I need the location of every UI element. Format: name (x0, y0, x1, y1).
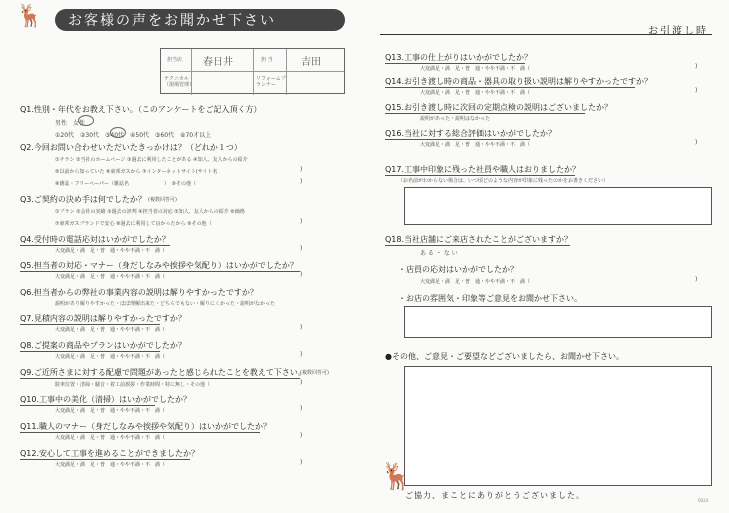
thanks-text: ご協力、まことにありがとうございました。 (405, 491, 585, 500)
q14-question: Q14.お引き渡し時の商品・器具の取り扱い説明は解りやすかったですか？ (385, 77, 653, 86)
form-code: 0024 (698, 498, 709, 503)
divider (191, 72, 192, 95)
q12-question: Q12.安心して工事を進めることができましたか？ (20, 449, 200, 458)
divider (286, 72, 287, 95)
info-row (161, 72, 344, 95)
handover-label: お引渡し時 (648, 26, 708, 37)
rating-scale[interactable]: 大変満足・満 足・普 通・やや不満・不 満（ (55, 274, 166, 280)
rating-scale[interactable]: 大変満足・満 足・普 通・やや不満・不 満（ (420, 279, 531, 285)
page-title: お客様の声をお聞かせ下さい (68, 13, 276, 29)
q18-question: Q18.当社店舗にご来店されたことがございますか？ (385, 235, 573, 244)
q2-options[interactable]: ⑧雑誌・フリーペーパー（雑誌名 ） ⑨その他（ (55, 181, 197, 187)
divider (286, 49, 287, 71)
rating-scale[interactable]: 大変満足・満 足・普 通・やや不満・不 満（ (420, 66, 531, 72)
q18b-answer-box[interactable] (404, 306, 712, 338)
store-label: 担当店 (167, 57, 183, 63)
q9-question: Q9.ご近所さまに対する配慮で問題があったと感じられたことを教えて下さい。 (20, 368, 306, 377)
q18-options[interactable]: あ る ・ な い (420, 250, 458, 257)
technical-label: テクニカル（現場管理） (164, 76, 195, 88)
q2-options[interactable]: ①チラシ ②当社のホームページ ③過去に利用したことがある ④知人、友人からの紹介 (55, 157, 248, 163)
answer-circle (110, 127, 126, 138)
rating-scale[interactable]: 大変満足・満 足・普 通・やや不満・不 満（ (420, 90, 531, 96)
rating-scale[interactable]: 大変満足・満 足・普 通・やや不満・不 満（ (55, 248, 166, 254)
q10-question: Q10.工事中の美化（清掃）はいかがでしたか？ (20, 395, 192, 404)
q16-question: Q16.当社に対する総合評価はいかがでしたか？ (385, 129, 557, 138)
q9-note: (複数回答可) (300, 370, 329, 376)
rating-scale[interactable]: 大変満足・満 足・普 通・やや不満・不 満（ (55, 435, 166, 441)
q13-question: Q13.工事の仕上がりはいかがでしたか？ (385, 53, 533, 62)
q7-question: Q7.見積内容の説明は解りやすかったですか？ (20, 314, 186, 323)
info-row (161, 49, 344, 72)
q9-options[interactable]: 駐車位置・清掃・騒音・着工前挨拶・作業時間・特に無し・その他（ (55, 382, 211, 388)
q4-question: Q4.受付時の電話応対はいかがでしたか？ (20, 235, 170, 244)
other-comments-box[interactable] (404, 366, 712, 486)
q3-options[interactable]: ⑦東邦ガスブランドで安心 ⑧過去に利用して良かったから ⑨その他（ (55, 221, 212, 227)
rating-scale[interactable]: 大変満足・満 足・普 通・やや不満・不 満（ (55, 354, 166, 360)
q11-question: Q11.職人のマナー（身だしなみや挨拶や気配り）はいかがでしたか？ (20, 422, 272, 431)
q8-question: Q8.ご提案の商品やプランはいかがでしたか？ (20, 341, 186, 350)
staff-label: 担 当 (261, 57, 273, 63)
divider (253, 49, 254, 71)
q1-gender[interactable]: 男性 女性 (55, 120, 86, 127)
rating-scale[interactable]: 大変満足・満 足・普 通・やや不満・不 満（ (55, 327, 166, 333)
q17-answer-box[interactable] (404, 187, 712, 225)
q15-question: Q15.お引き渡し時に次回の定期点検の説明はございましたか？ (385, 103, 613, 112)
q15-options[interactable]: 説明があった・説明はなかった (420, 116, 490, 122)
q6-question: Q6.担当者からの弊社の事業内容の説明は解りやすかったですか？ (20, 288, 258, 297)
q3-question: Q3.ご契約の決め手は何でしたか？ (20, 195, 146, 204)
divider (380, 34, 712, 35)
answer-circle (78, 115, 94, 126)
rating-scale[interactable]: 大変満足・満 足・普 通・やや不満・不 満（ (420, 142, 531, 148)
deer-icon: 🦌 (16, 4, 44, 29)
q1-question: Q1.性別・年代をお教え下さい。（このアンケートをご記入頂く方） (20, 105, 262, 114)
q17-question: Q17.工事中印象に残った社員や職人はおりましたか？ (385, 165, 581, 174)
q3-options[interactable]: ①プラン ②会社の実績 ③過去の評判 ④担当者の対応 ⑤知人、友人からの紹介 ⑥価格 (55, 209, 245, 215)
q6-options[interactable]: 説明があり解りやすかった・ほぼ理解出来た・どちらでもない・解りにくかった・説明がなかった (55, 301, 275, 307)
q1-ages[interactable]: ①20代 ②30代 ③40代 ④50代 ⑤60代 ⑥70才以上 (55, 132, 212, 139)
divider (253, 72, 254, 95)
store-value: 春日井 (203, 57, 233, 68)
q3-note: (複数回答可) (148, 197, 177, 203)
staff-info-box (160, 48, 345, 94)
q2-question: Q2.今回お問い合わせいただいたきっかけは？（どれか１つ） (20, 143, 242, 152)
q2-options[interactable]: ⑤以前から知っていた ⑥東邦ガスから ⑦インターネットサイト(サイト名 (55, 169, 218, 175)
q17-note: （お名前がわからない場合は、いつ頃どのような内容が印象に残ったのかをお書きください） (398, 178, 609, 184)
q18a-question: ・店員の応対はいかがでしたか？ (398, 265, 518, 274)
other-comments-heading: ●その他、ご意見・ご要望などございましたら、お聞かせ下さい。 (385, 352, 624, 361)
survey-sheet: 🦌 お客様の声をお聞かせ下さい お引渡し時 担当店 春日井 担 当 吉田 テクニカル（現場管理） リフォームプランナー Q1.性別・年代をお教え下さい。（このアンケートをご記入頂く方） 男性 女性 ①20代 ②30代 ③40代 ④50代 ⑤60代 ⑥70才以上 Q2.今回お問い合わせいただいたきっかけは？（どれか１つ） ①チラシ ②当社のホームページ ③過去に利用したことがある ④知人、友人からの紹介 ⑤以前から知っていた ⑥東邦ガスから ⑦インターネットサイト(サイト名 ) ⑧雑誌・フリーペーパー（雑誌名 ） ⑨その他（ ) Q3.ご契約の決め手は何でしたか？ (複数回答可) ①プラン ②会社の実績 ③過去の評判 ④担当者の対応 ⑤知人、友人からの紹介 ⑥価格 ⑦東邦ガスブランドで安心 ⑧過去に利用して良かったから ⑨その他（ ) Q4.受付時の電話応対はいかがでしたか？ 大変満足・満 足・普 通・やや不満・不 満（ ) Q5.担当者の対応・マナー（身だしなみや挨拶や気配り）はいかがでしたか？ 大変満足・満 足・普 通・やや不満・不 満（ ) Q6.担当者からの弊社の事業内容の説明は解りやすかったですか？ 説明があり解りやすかった・ほぼ理解出来た・どちらでもない・解りにくかった・説明がなかった Q7.見積内容の説明は解りやすかったですか？ 大変満足・満 足・普 通・やや不満・不 満（ ) Q8.ご提案の商品やプランはいかがでしたか？ 大変満足・満 足・普 通・やや不満・不 満（ ) Q9.ご近所さまに対する配慮で問題があったと感じられたことを教えて下さい。 (複数回答可) 駐車位置・清掃・騒音・着工前挨拶・作業時間・特に無し・その他（ ) Q10.工事中の美化（清掃）はいかがでしたか？ 大変満足・満 足・普 通・やや不満・不 満（ ) Q11.職人のマナー（身だしなみや挨拶や気配り）はいかがでしたか？ 大変満足・満 足・普 通・やや不満・不 満（ ) Q12.安心して工事を進めることができましたか？ 大変満足・満 足・普 通・やや不満・不 満（ ) Q13.工事の仕上がりはいかがでしたか？ 大変満足・満 足・普 通・やや不満・不 満（ ) Q14.お引き渡し時の商品・器具の取り扱い説明は解りやすかったですか？ 大変満足・満 足・普 通・やや不満・不 満（ ) Q15.お引き渡し時に次回の定期点検の説明はございましたか？ 説明があった・説明はなかった Q16.当社に対する総合評価はいかがでしたか？ 大変満足・満 足・普 通・やや不満・不 満（ ) Q17.工事中印象に残った社員や職人はおりましたか？ （お名前がわからない場合は、いつ頃どのような内容が印象に残ったのかをお書きください） Q18.当社店舗にご来店されたことがございますか？ あ る ・ な い ・店員の応対はいかがでしたか？ 大変満足・満 足・普 通・やや不満・不 満（ ) ・お店の雰囲気・印象等ご意見をお聞かせ下さい。 ●その他、ご意見・ご要望などございましたら、お聞かせ下さい。 🦌 ご協力、まことにありがとうございました。 0024 (0, 0, 729, 513)
deer-icon: 🦌 (380, 462, 413, 492)
divider (191, 49, 192, 71)
staff-value: 吉田 (301, 57, 321, 68)
q18b-question: ・お店の雰囲気・印象等ご意見をお聞かせ下さい。 (398, 294, 582, 303)
q5-question: Q5.担当者の対応・マナー（身だしなみや挨拶や気配り）はいかがでしたか？ (20, 261, 298, 270)
reform-planner-label: リフォームプランナー (256, 76, 286, 88)
rating-scale[interactable]: 大変満足・満 足・普 通・やや不満・不 満（ (55, 408, 166, 414)
rating-scale[interactable]: 大変満足・満 足・普 通・やや不満・不 満（ (55, 462, 166, 468)
